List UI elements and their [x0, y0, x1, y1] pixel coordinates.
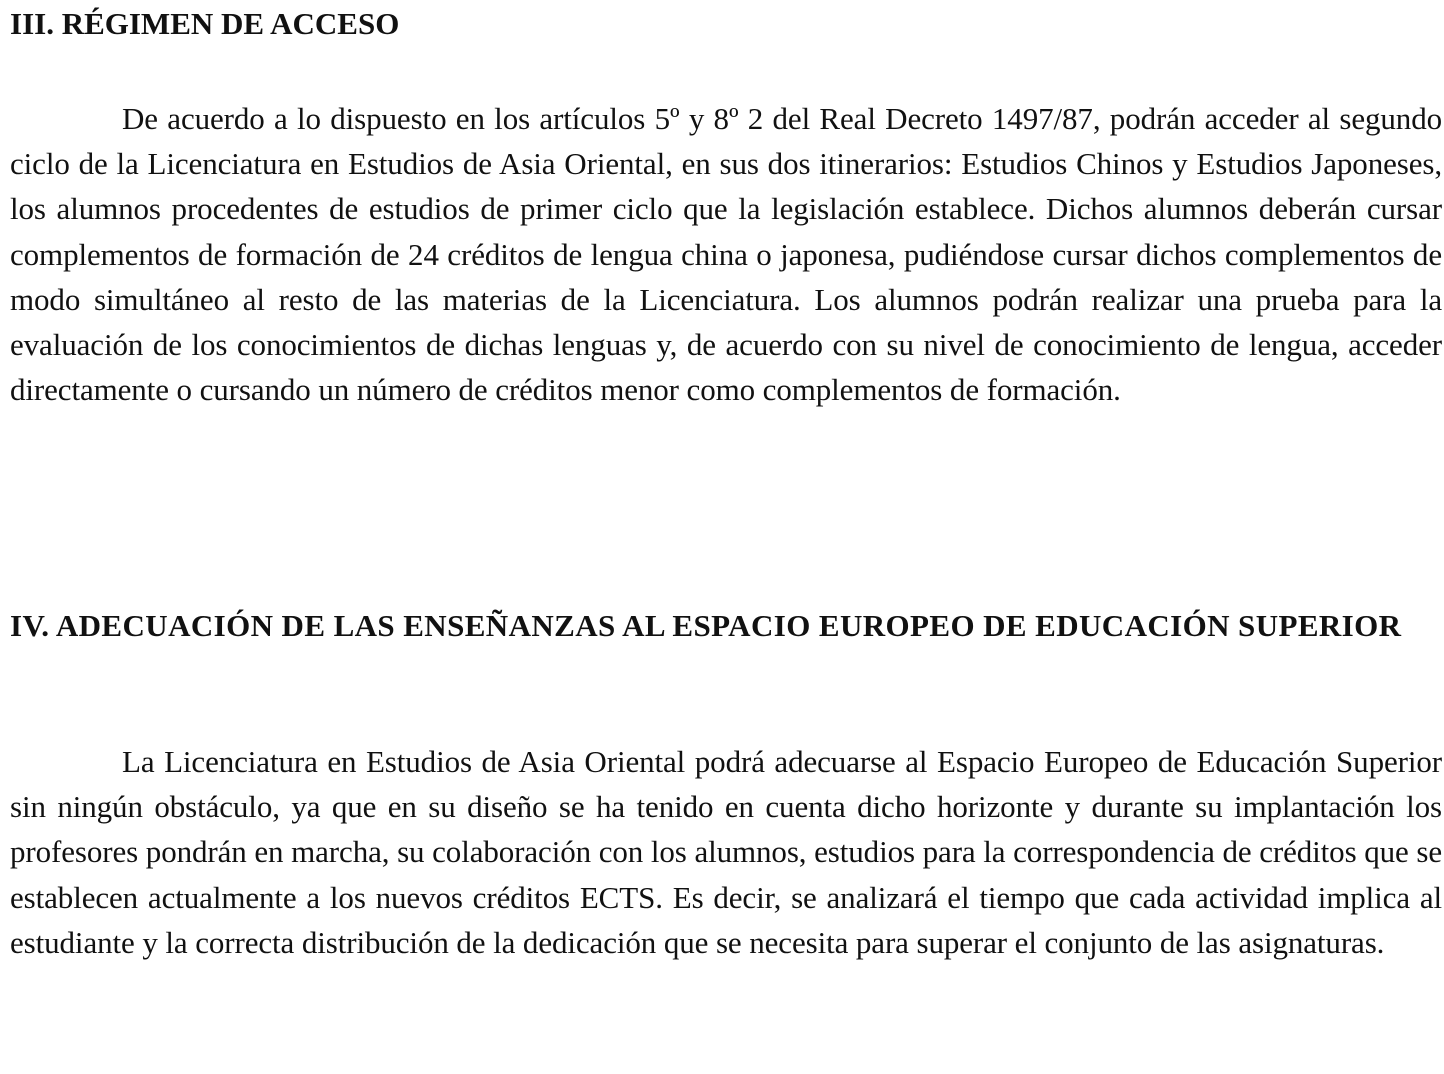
- section-paragraph-regimen-acceso: De acuerdo a lo dispuesto en los artículos 5º y 8º 2 del Real Decreto 1497/87, podrán acceder al segundo ciclo de la Licenciatura en Estudios de Asia Oriental, en sus dos itinerarios: Estudios Chinos y Estudios Japoneses, los alumnos procedentes de estudios de primer ciclo que la legislación establece. Dichos alumnos deberán cursar complementos de formación de 24 créditos de lengua china o japonesa, pudiéndose cursar dichos complementos de modo simultáneo al resto de las materias de la Licenciatura. Los alumnos podrán realizar una prueba para la evaluación de los conocimientos de dichas lenguas y, de acuerdo con su nivel de conocimiento de lengua, acceder directamente o cursando un número de créditos menor como complementos de formación.: [10, 101, 1442, 408]
- section-paragraph-adecuacion: La Licenciatura en Estudios de Asia Oriental podrá adecuarse al Espacio Europeo de Educación Superior sin ningún obstáculo, ya que en su diseño se ha tenido en cuenta dicho horizonte y durante su implantación los profesores pondrán en marcha, su colaboración con los alumnos, estudios para la correspondencia de créditos que se establecen actualmente a los nuevos créditos ECTS. Es decir, se analizará el tiempo que cada actividad implica al estudiante y la correcta distribución de la dedicación que se necesita para superar el conjunto de las asignaturas.: [10, 744, 1442, 960]
- section-heading-regimen-acceso: III. RÉGIMEN DE ACCESO: [10, 6, 400, 41]
- section-heading-adecuacion: IV. ADECUACIÓN DE LAS ENSEÑANZAS AL ESPACIO EUROPEO DE EDUCACIÓN SUPERIOR: [10, 608, 1402, 643]
